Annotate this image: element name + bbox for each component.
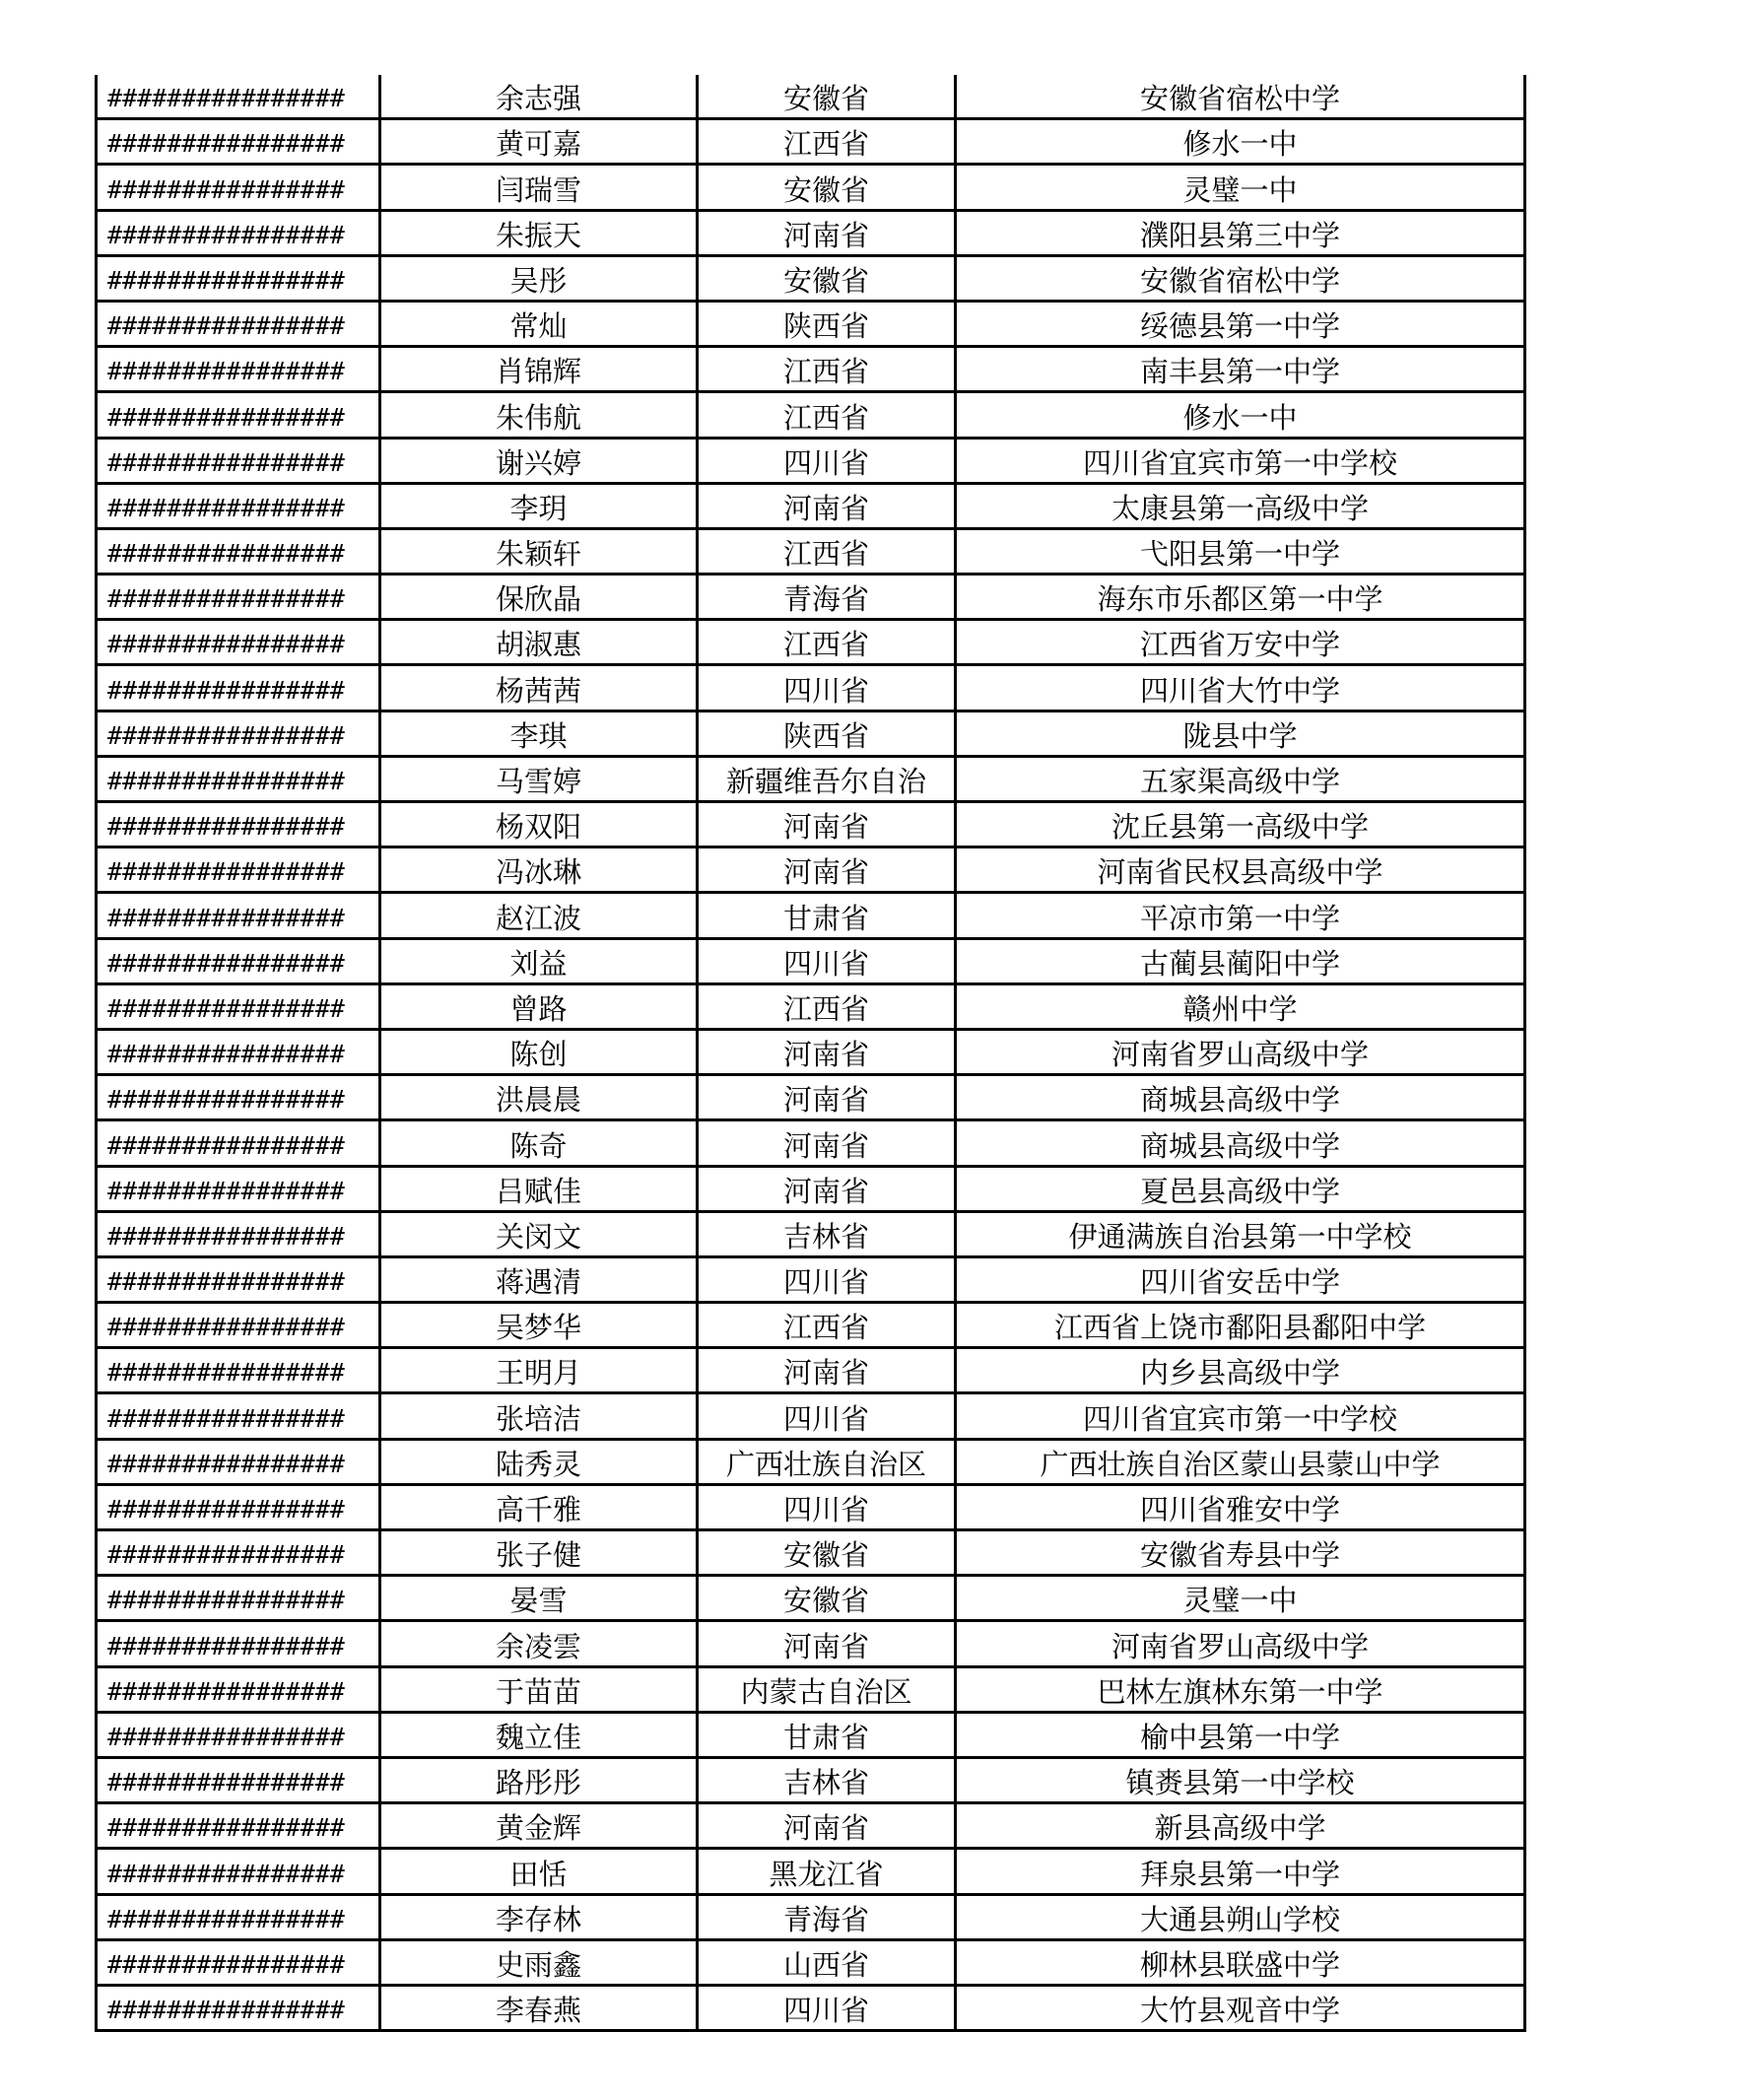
id-cell: ################	[97, 665, 380, 711]
name-cell: 于苗苗	[380, 1666, 698, 1712]
name-cell: 李玥	[380, 483, 698, 528]
school-cell: 灵璧一中	[956, 165, 1525, 210]
id-cell: ################	[97, 1393, 380, 1439]
school-cell: 四川省宜宾市第一中学校	[956, 438, 1525, 483]
name-cell: 田恬	[380, 1849, 698, 1894]
id-cell: ################	[97, 893, 380, 938]
name-cell: 朱振天	[380, 210, 698, 255]
table-row	[97, 210, 1525, 255]
name-cell: 陆秀灵	[380, 1439, 698, 1484]
table-row	[97, 1393, 1525, 1439]
table-row	[97, 711, 1525, 756]
school-cell: 柳林县联盛中学	[956, 1939, 1525, 1985]
province-cell: 江西省	[698, 119, 956, 165]
province-cell: 山西省	[698, 1939, 956, 1985]
school-cell: 沈丘县第一高级中学	[956, 802, 1525, 847]
table-row	[97, 756, 1525, 801]
id-cell: ################	[97, 1303, 380, 1348]
school-cell: 五家渠高级中学	[956, 756, 1525, 801]
school-cell: 修水一中	[956, 119, 1525, 165]
school-cell: 海东市乐都区第一中学	[956, 575, 1525, 620]
province-cell: 黑龙江省	[698, 1849, 956, 1894]
id-cell: ################	[97, 1666, 380, 1712]
table-row	[97, 665, 1525, 711]
province-cell: 吉林省	[698, 1211, 956, 1256]
name-cell: 朱伟航	[380, 392, 698, 438]
id-cell: ################	[97, 1484, 380, 1529]
province-cell: 江西省	[698, 347, 956, 392]
table-row	[97, 1894, 1525, 1939]
id-cell: ################	[97, 1939, 380, 1985]
school-cell: 安徽省宿松中学	[956, 255, 1525, 301]
table-row	[97, 575, 1525, 620]
name-cell: 李琪	[380, 711, 698, 756]
id-cell: ################	[97, 1621, 380, 1666]
school-cell: 河南省民权县高级中学	[956, 847, 1525, 893]
province-cell: 河南省	[698, 1803, 956, 1849]
province-cell: 甘肃省	[698, 1712, 956, 1757]
province-cell: 河南省	[698, 1120, 956, 1166]
id-cell: ################	[97, 1256, 380, 1302]
name-cell: 冯冰琳	[380, 847, 698, 893]
province-cell: 河南省	[698, 210, 956, 255]
school-cell: 四川省雅安中学	[956, 1484, 1525, 1529]
id-cell: ################	[97, 1348, 380, 1393]
school-cell: 巴林左旗林东第一中学	[956, 1666, 1525, 1712]
school-cell: 河南省罗山高级中学	[956, 1029, 1525, 1074]
name-cell: 陈创	[380, 1029, 698, 1074]
school-cell: 商城县高级中学	[956, 1120, 1525, 1166]
table-row	[97, 301, 1525, 346]
province-cell: 江西省	[698, 528, 956, 574]
table-row	[97, 1576, 1525, 1621]
table-row	[97, 1439, 1525, 1484]
school-cell: 商城县高级中学	[956, 1075, 1525, 1120]
school-cell: 江西省上饶市鄱阳县鄱阳中学	[956, 1303, 1525, 1348]
province-cell: 四川省	[698, 438, 956, 483]
name-cell: 陈奇	[380, 1120, 698, 1166]
name-cell: 余志强	[380, 75, 698, 119]
student-table	[95, 75, 1526, 2032]
table-row	[97, 75, 1525, 119]
school-cell: 四川省安岳中学	[956, 1256, 1525, 1302]
school-cell: 四川省大竹中学	[956, 665, 1525, 711]
table-row	[97, 620, 1525, 665]
name-cell: 路彤彤	[380, 1757, 698, 1802]
name-cell: 赵江波	[380, 893, 698, 938]
school-cell: 安徽省寿县中学	[956, 1530, 1525, 1576]
province-cell: 四川省	[698, 1256, 956, 1302]
id-cell: ################	[97, 483, 380, 528]
id-cell: ################	[97, 392, 380, 438]
school-cell: 灵璧一中	[956, 1576, 1525, 1621]
name-cell: 杨双阳	[380, 802, 698, 847]
province-cell: 安徽省	[698, 255, 956, 301]
name-cell: 马雪婷	[380, 756, 698, 801]
school-cell: 四川省宜宾市第一中学校	[956, 1393, 1525, 1439]
id-cell: ################	[97, 1439, 380, 1484]
name-cell: 魏立佳	[380, 1712, 698, 1757]
province-cell: 新疆维吾尔自治	[698, 756, 956, 801]
name-cell: 关闵文	[380, 1211, 698, 1256]
name-cell: 谢兴婷	[380, 438, 698, 483]
table-row	[97, 255, 1525, 301]
province-cell: 河南省	[698, 483, 956, 528]
school-cell: 伊通满族自治县第一中学校	[956, 1211, 1525, 1256]
id-cell: ################	[97, 1211, 380, 1256]
table-row	[97, 1803, 1525, 1849]
name-cell: 常灿	[380, 301, 698, 346]
province-cell: 四川省	[698, 665, 956, 711]
school-cell: 绥德县第一中学	[956, 301, 1525, 346]
table-row	[97, 1530, 1525, 1576]
table-row	[97, 392, 1525, 438]
id-cell: ################	[97, 1803, 380, 1849]
name-cell: 黄可嘉	[380, 119, 698, 165]
id-cell: ################	[97, 165, 380, 210]
name-cell: 闫瑞雪	[380, 165, 698, 210]
table-row	[97, 438, 1525, 483]
school-cell: 陇县中学	[956, 711, 1525, 756]
school-cell: 弋阳县第一中学	[956, 528, 1525, 574]
school-cell: 河南省罗山高级中学	[956, 1621, 1525, 1666]
table-row	[97, 1029, 1525, 1074]
id-cell: ################	[97, 802, 380, 847]
table-row	[97, 1621, 1525, 1666]
table-row	[97, 1939, 1525, 1985]
table-row	[97, 1757, 1525, 1802]
name-cell: 杨茜茜	[380, 665, 698, 711]
province-cell: 四川省	[698, 1985, 956, 2030]
table-row	[97, 119, 1525, 165]
id-cell: ################	[97, 983, 380, 1029]
name-cell: 晏雪	[380, 1576, 698, 1621]
province-cell: 江西省	[698, 1303, 956, 1348]
province-cell: 河南省	[698, 1075, 956, 1120]
school-cell: 太康县第一高级中学	[956, 483, 1525, 528]
id-cell: ################	[97, 1029, 380, 1074]
id-cell: ################	[97, 575, 380, 620]
id-cell: ################	[97, 347, 380, 392]
name-cell: 刘益	[380, 938, 698, 983]
id-cell: ################	[97, 75, 380, 119]
table-row	[97, 528, 1525, 574]
id-cell: ################	[97, 1985, 380, 2030]
school-cell: 新县高级中学	[956, 1803, 1525, 1849]
id-cell: ################	[97, 528, 380, 574]
name-cell: 肖锦辉	[380, 347, 698, 392]
school-cell: 安徽省宿松中学	[956, 75, 1525, 119]
province-cell: 安徽省	[698, 165, 956, 210]
id-cell: ################	[97, 1712, 380, 1757]
name-cell: 蒋遇清	[380, 1256, 698, 1302]
province-cell: 河南省	[698, 1029, 956, 1074]
province-cell: 河南省	[698, 802, 956, 847]
province-cell: 四川省	[698, 1484, 956, 1529]
table-row	[97, 1849, 1525, 1894]
name-cell: 黄金辉	[380, 1803, 698, 1849]
school-cell: 广西壮族自治区蒙山县蒙山中学	[956, 1439, 1525, 1484]
school-cell: 榆中县第一中学	[956, 1712, 1525, 1757]
id-cell: ################	[97, 756, 380, 801]
table-row	[97, 983, 1525, 1029]
province-cell: 安徽省	[698, 75, 956, 119]
province-cell: 陕西省	[698, 711, 956, 756]
id-cell: ################	[97, 119, 380, 165]
province-cell: 河南省	[698, 1166, 956, 1211]
province-cell: 安徽省	[698, 1576, 956, 1621]
table-row	[97, 1666, 1525, 1712]
school-cell: 南丰县第一中学	[956, 347, 1525, 392]
id-cell: ################	[97, 847, 380, 893]
id-cell: ################	[97, 255, 380, 301]
name-cell: 曾路	[380, 983, 698, 1029]
province-cell: 河南省	[698, 1621, 956, 1666]
id-cell: ################	[97, 620, 380, 665]
name-cell: 李存林	[380, 1894, 698, 1939]
province-cell: 四川省	[698, 938, 956, 983]
school-cell: 内乡县高级中学	[956, 1348, 1525, 1393]
id-cell: ################	[97, 711, 380, 756]
table-row	[97, 1211, 1525, 1256]
name-cell: 李春燕	[380, 1985, 698, 2030]
province-cell: 广西壮族自治区	[698, 1439, 956, 1484]
province-cell: 江西省	[698, 392, 956, 438]
name-cell: 胡淑惠	[380, 620, 698, 665]
province-cell: 江西省	[698, 620, 956, 665]
id-cell: ################	[97, 438, 380, 483]
table-row	[97, 483, 1525, 528]
school-cell: 濮阳县第三中学	[956, 210, 1525, 255]
school-cell: 镇赉县第一中学校	[956, 1757, 1525, 1802]
table-row	[97, 1075, 1525, 1120]
id-cell: ################	[97, 1894, 380, 1939]
name-cell: 吕赋佳	[380, 1166, 698, 1211]
name-cell: 张子健	[380, 1530, 698, 1576]
school-cell: 夏邑县高级中学	[956, 1166, 1525, 1211]
id-cell: ################	[97, 1576, 380, 1621]
name-cell: 余凌雲	[380, 1621, 698, 1666]
school-cell: 大通县朔山学校	[956, 1894, 1525, 1939]
school-cell: 古蔺县蔺阳中学	[956, 938, 1525, 983]
table-row	[97, 1348, 1525, 1393]
table-row	[97, 1484, 1525, 1529]
province-cell: 陕西省	[698, 301, 956, 346]
school-cell: 拜泉县第一中学	[956, 1849, 1525, 1894]
table-row	[97, 1256, 1525, 1302]
name-cell: 吴梦华	[380, 1303, 698, 1348]
id-cell: ################	[97, 1075, 380, 1120]
id-cell: ################	[97, 938, 380, 983]
table-row	[97, 165, 1525, 210]
name-cell: 张培洁	[380, 1393, 698, 1439]
province-cell: 江西省	[698, 983, 956, 1029]
table-body	[97, 75, 1525, 2031]
table-row	[97, 893, 1525, 938]
name-cell: 高千雅	[380, 1484, 698, 1529]
school-cell: 大竹县观音中学	[956, 1985, 1525, 2030]
table-row	[97, 347, 1525, 392]
id-cell: ################	[97, 1849, 380, 1894]
province-cell: 安徽省	[698, 1530, 956, 1576]
table-row	[97, 1120, 1525, 1166]
province-cell: 青海省	[698, 575, 956, 620]
province-cell: 吉林省	[698, 1757, 956, 1802]
school-cell: 平凉市第一中学	[956, 893, 1525, 938]
name-cell: 洪晨晨	[380, 1075, 698, 1120]
school-cell: 修水一中	[956, 392, 1525, 438]
table-row	[97, 847, 1525, 893]
province-cell: 甘肃省	[698, 893, 956, 938]
table-row	[97, 938, 1525, 983]
id-cell: ################	[97, 210, 380, 255]
name-cell: 王明月	[380, 1348, 698, 1393]
table-row	[97, 1166, 1525, 1211]
table-row	[97, 1712, 1525, 1757]
table-row	[97, 1985, 1525, 2030]
province-cell: 青海省	[698, 1894, 956, 1939]
name-cell: 吴彤	[380, 255, 698, 301]
id-cell: ################	[97, 301, 380, 346]
province-cell: 四川省	[698, 1393, 956, 1439]
name-cell: 朱颖轩	[380, 528, 698, 574]
table-row	[97, 1303, 1525, 1348]
province-cell: 河南省	[698, 1348, 956, 1393]
school-cell: 江西省万安中学	[956, 620, 1525, 665]
name-cell: 史雨鑫	[380, 1939, 698, 1985]
province-cell: 河南省	[698, 847, 956, 893]
province-cell: 内蒙古自治区	[698, 1666, 956, 1712]
id-cell: ################	[97, 1120, 380, 1166]
name-cell: 保欣晶	[380, 575, 698, 620]
id-cell: ################	[97, 1530, 380, 1576]
id-cell: ################	[97, 1757, 380, 1802]
school-cell: 赣州中学	[956, 983, 1525, 1029]
table-row	[97, 802, 1525, 847]
id-cell: ################	[97, 1166, 380, 1211]
